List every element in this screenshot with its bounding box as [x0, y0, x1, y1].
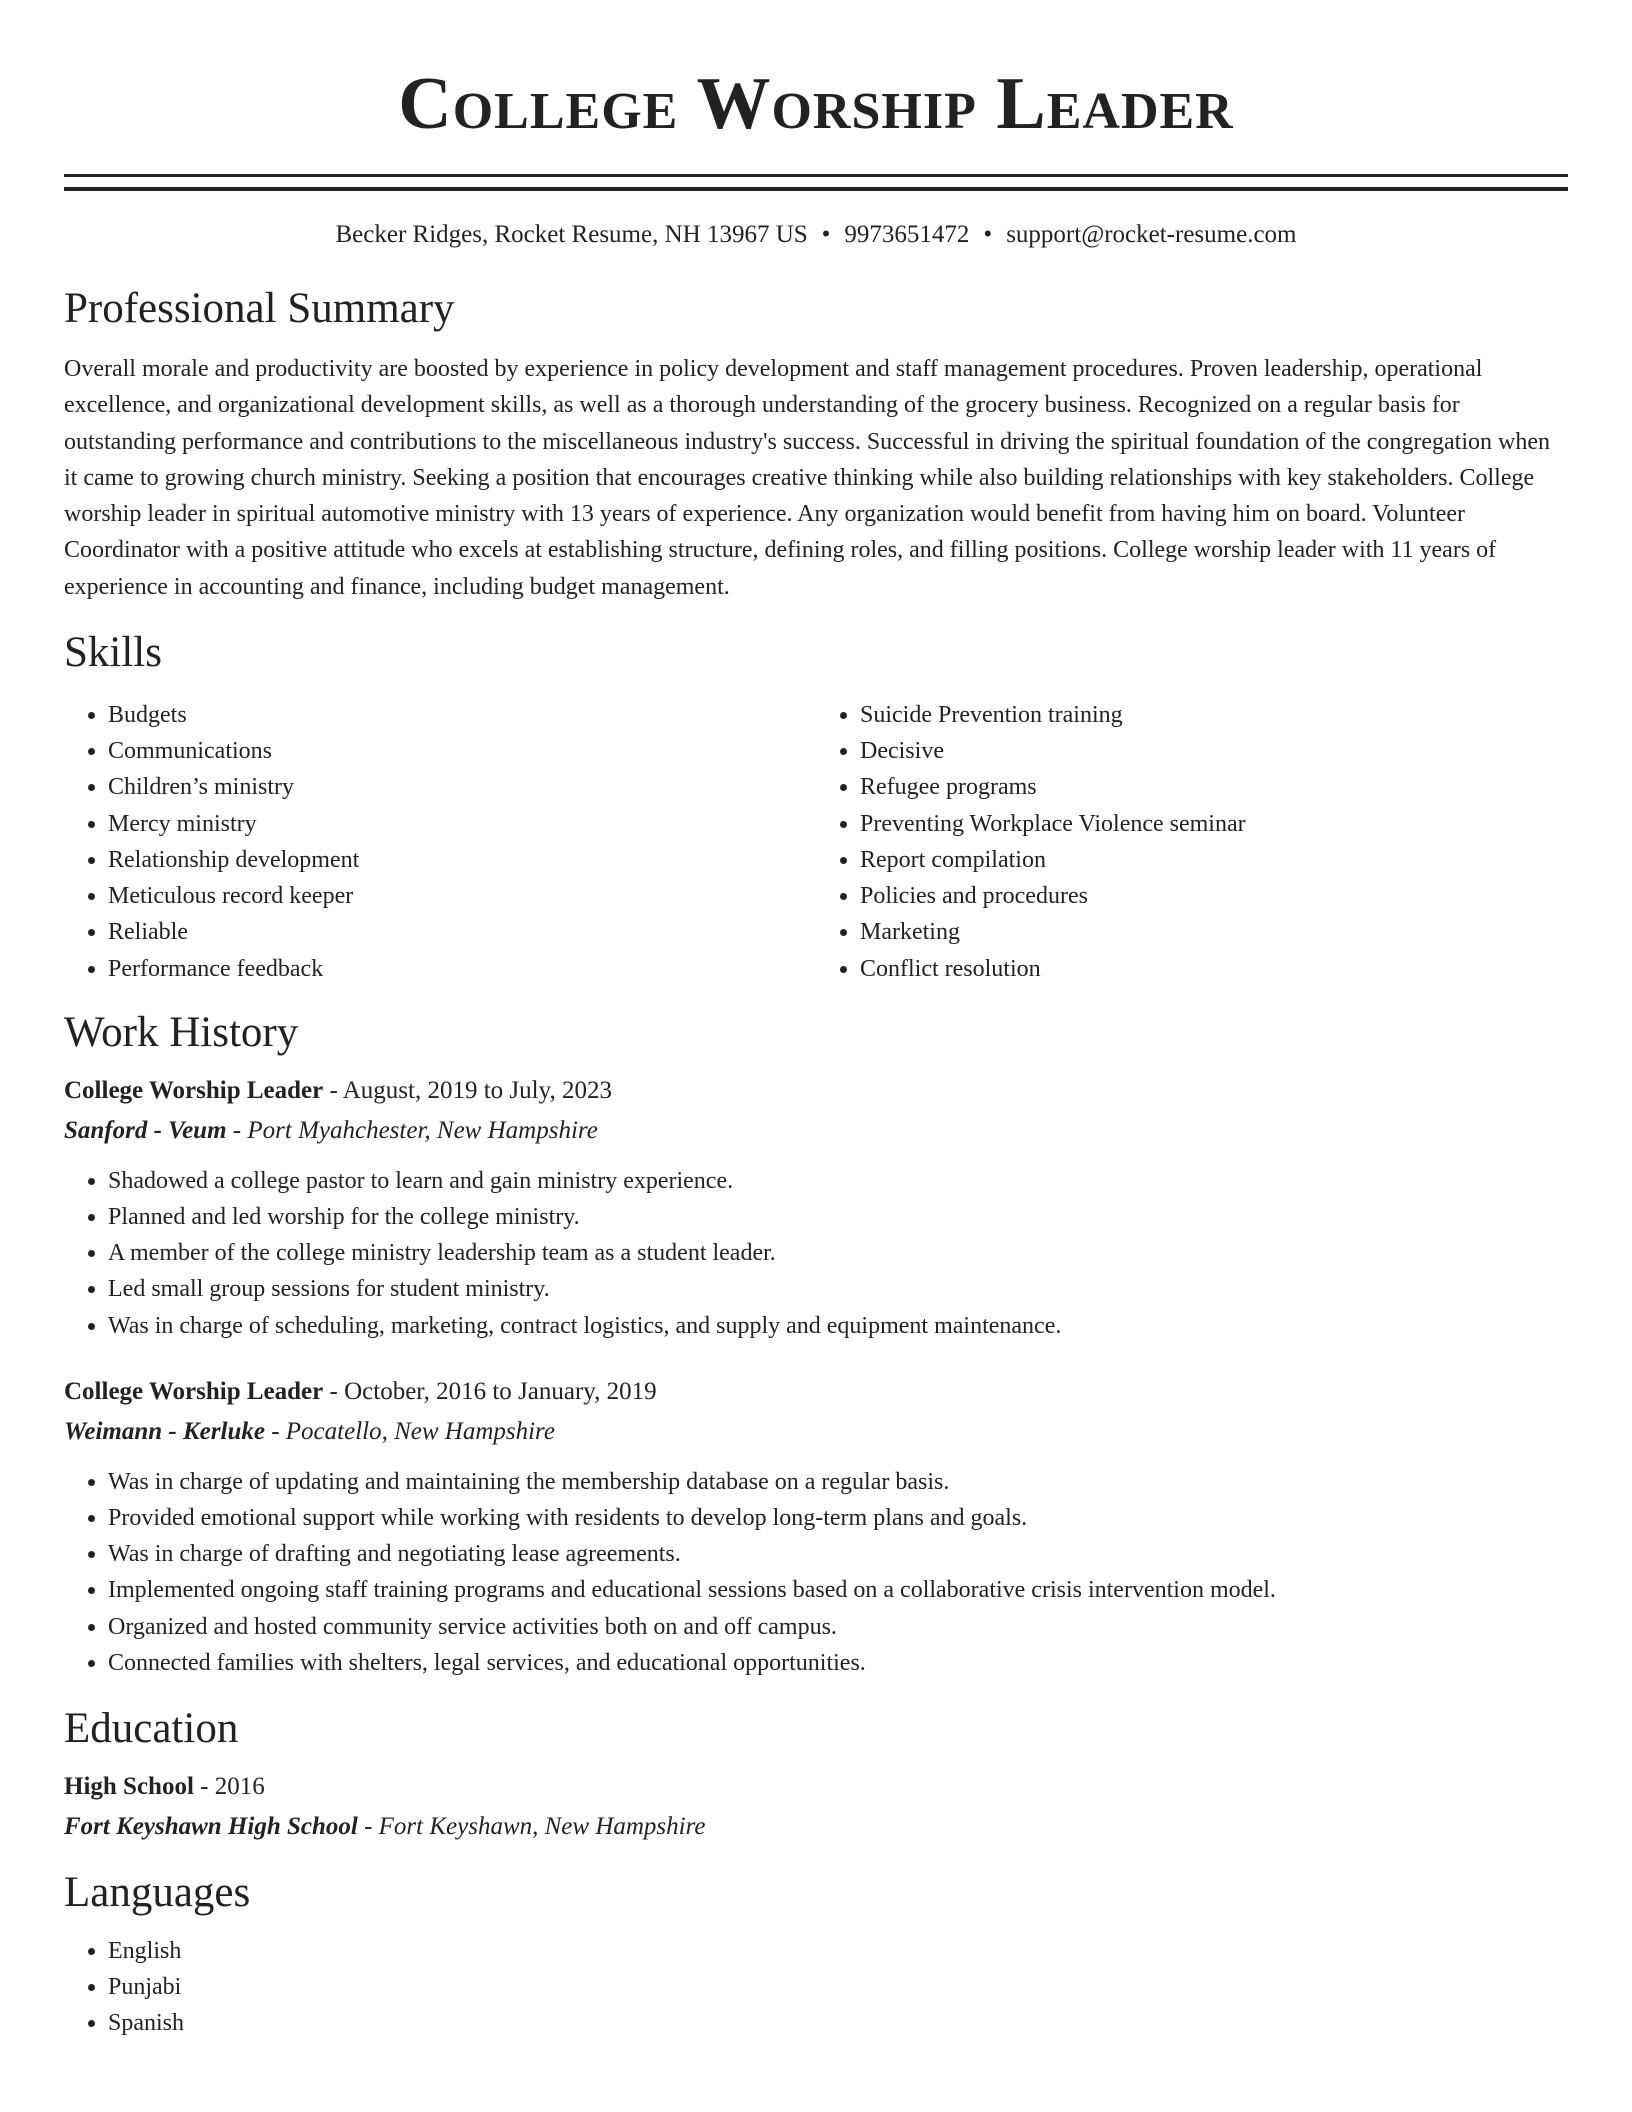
job-bullet: • Shadowed a college pastor to learn and gain ministry experience. [108, 1163, 1568, 1199]
skills-heading: Skills [64, 629, 162, 677]
job-bullet: • Implemented ongoing staff training programs and educational sessions based on a collaborative crisis intervention model. [108, 1572, 1568, 1608]
job-dates: August, 2019 to July, 2023 [342, 1076, 612, 1104]
job-bullets [64, 1464, 1568, 1681]
job-bullet: • Planned and led worship for the college ministry. [108, 1199, 1568, 1235]
job-role: College Worship Leader [64, 1076, 324, 1104]
languages-heading: Languages [64, 1868, 251, 1916]
job-bullet: • Led small group sessions for student ministry. [108, 1271, 1568, 1307]
summary-heading: Professional Summary [64, 285, 455, 332]
job-company-line: Weimann - Kerluke - Pocatello, New Hampshire [64, 1417, 555, 1445]
job-entry [64, 1374, 1568, 1681]
job-bullet: • Was in charge of updating and maintaining the membership database on a regular basis. [108, 1464, 1568, 1500]
skill-item: • Meticulous record keeper [108, 878, 816, 914]
job-role: College Worship Leader [64, 1377, 324, 1405]
contact-address: Becker Ridges, Rocket Resume, NH 13967 US [335, 221, 808, 248]
job-company: Weimann - Kerluke [64, 1417, 265, 1445]
education-degree-line: High School - 2016 [64, 1772, 265, 1800]
skill-item: • Conflict resolution [860, 951, 1568, 987]
skill-item: • Children’s ministry [108, 769, 816, 805]
contact-phone: 9973651472 [844, 221, 970, 248]
education-degree: High School [64, 1772, 194, 1800]
skill-item: • Decisive [860, 733, 1568, 769]
skills-list-right [816, 697, 1568, 987]
skills-columns [64, 697, 1568, 987]
resume-page [64, 0, 1568, 2042]
job-location: Pocatello, New Hampshire [285, 1417, 555, 1445]
contact-separator: • [821, 221, 831, 248]
job-bullet: • Was in charge of drafting and negotiating lease agreements. [108, 1536, 1568, 1572]
education-year: 2016 [214, 1772, 265, 1800]
job-title-line: College Worship Leader - August, 2019 to July, 2023 [64, 1076, 612, 1104]
job-company: Sanford - Veum [64, 1116, 227, 1144]
education-location: Fort Keyshawn, New Hampshire [378, 1812, 706, 1840]
candidate-name: College Worship Leader [398, 63, 1234, 145]
skill-item: • Mercy ministry [108, 806, 816, 842]
language-item: • English [108, 1933, 1568, 1969]
job-bullet: • Provided emotional support while working with residents to develop long-term plans and goals. [108, 1500, 1568, 1536]
summary-text: Overall morale and productivity are boosted by experience in policy development and staff management procedures. Proven leadership, operational excellence, and organizational development skills, as well as a thorough understanding of the grocery business. Recognized on a regular basis for outstanding performance and contributions to the miscellaneous industry's success. Successful in driving the spiritual foundation of the congregation when it came to growing church ministry. Seeking a position that encourages creative thinking while also building relationships with key stakeholders. College worship leader in spiritual automotive ministry with 13 years of experience. Any organization would benefit from having him on board. Volunteer Coordinator with a positive attitude who excels at establishing structure, defining roles, and filling positions. College worship leader with 11 years of experience in accounting and finance, including budget management. [64, 356, 1550, 600]
job-company-line: Sanford - Veum - Port Myahchester, New Hampshire [64, 1116, 598, 1144]
skill-item: • Policies and procedures [860, 878, 1568, 914]
skill-item: • Preventing Workplace Violence seminar [860, 806, 1568, 842]
job-title-line: College Worship Leader - October, 2016 to January, 2019 [64, 1377, 657, 1405]
skills-list-left [64, 697, 816, 987]
skill-item: • Suicide Prevention training [860, 697, 1568, 733]
header-double-rule [64, 174, 1568, 191]
work-heading: Work History [64, 1008, 299, 1056]
skill-item: • Reliable [108, 914, 816, 950]
languages-list [64, 1933, 1568, 2042]
job-entry [64, 1073, 1568, 1344]
contact-email: support@rocket-resume.com [1006, 221, 1297, 248]
skill-item: • Communications [108, 733, 816, 769]
skill-item: • Budgets [108, 697, 816, 733]
education-school-line: Fort Keyshawn High School - Fort Keyshawn, New Hampshire [64, 1812, 706, 1840]
skill-item: • Relationship development [108, 842, 816, 878]
contact-line [64, 219, 1568, 251]
education-school: Fort Keyshawn High School [64, 1812, 358, 1840]
job-location: Port Myahchester, New Hampshire [247, 1116, 598, 1144]
job-bullet: • Was in charge of scheduling, marketing, contract logistics, and supply and equipment maintenance. [108, 1308, 1568, 1344]
job-bullet: • A member of the college ministry leadership team as a student leader. [108, 1235, 1568, 1271]
education-heading: Education [64, 1704, 239, 1752]
skill-item: • Report compilation [860, 842, 1568, 878]
language-item: • Punjabi [108, 1969, 1568, 2005]
job-bullets [64, 1163, 1568, 1344]
job-dates: October, 2016 to January, 2019 [344, 1377, 657, 1405]
skill-item: • Performance feedback [108, 951, 816, 987]
skill-item: • Refugee programs [860, 769, 1568, 805]
job-bullet: • Connected families with shelters, legal services, and educational opportunities. [108, 1645, 1568, 1681]
job-bullet: • Organized and hosted community service activities both on and off campus. [108, 1609, 1568, 1645]
contact-separator: • [983, 221, 993, 248]
education-entry [64, 1769, 1568, 1845]
language-item: • Spanish [108, 2005, 1568, 2041]
skill-item: • Marketing [860, 914, 1568, 950]
